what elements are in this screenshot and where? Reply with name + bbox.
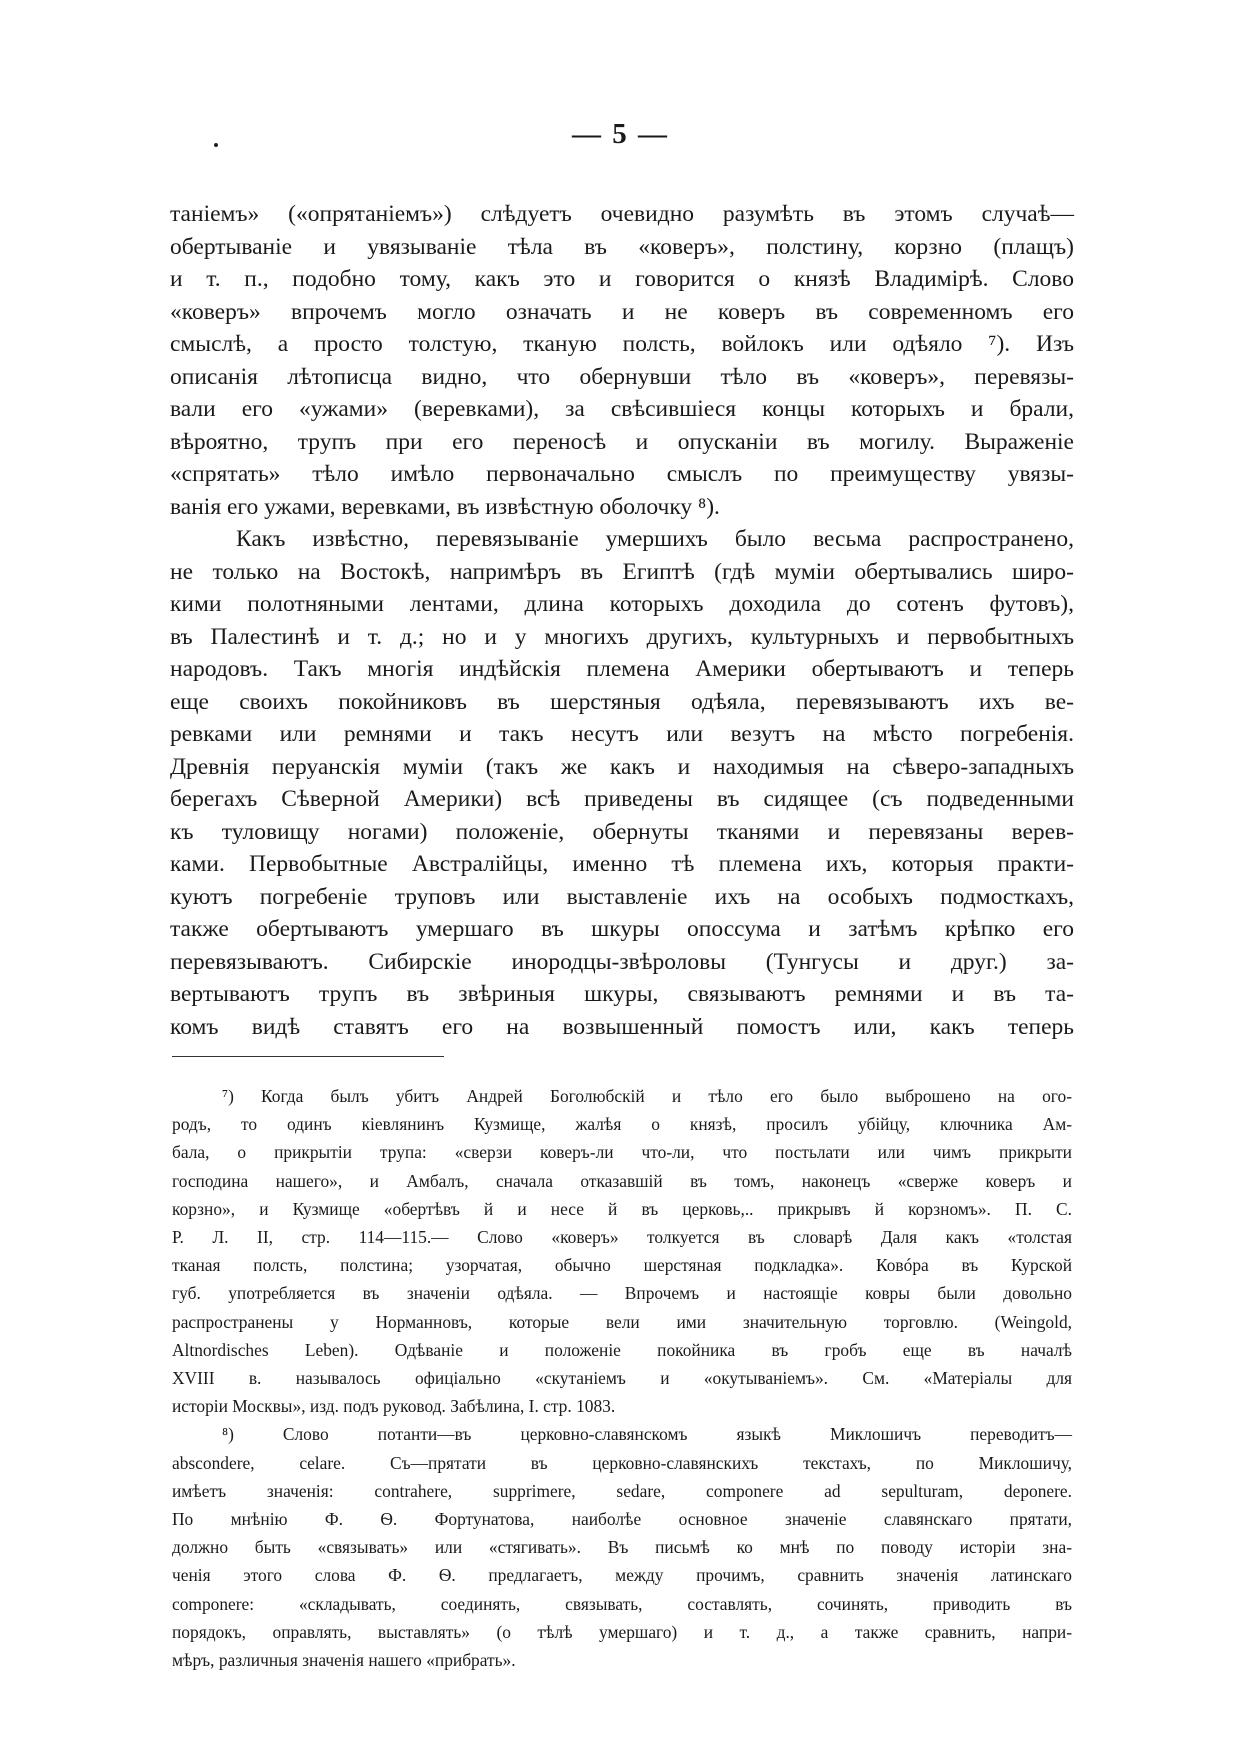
footnote-line: ⁷) Когда былъ убитъ Андрей Боголюбскій и тѣло его было выброшено на ого- — [222, 1086, 1072, 1106]
footnote-line: ⁸) Слово потанти—въ церковно-славянскомъ языкѣ Миклошичъ переводитъ— — [222, 1424, 1072, 1445]
text-line: также обертываютъ умершаго въ шкуры опоссума и затѣмъ крѣпко его — [170, 916, 1074, 942]
paragraph-2 — [170, 523, 1074, 1043]
text-line: народовъ. Такъ многія индѣйскія племена Америки обертываютъ и теперь — [170, 656, 1074, 682]
page-number: — 5 — — [572, 118, 669, 150]
footnote-line: порядокъ, оправлять, выставлять» (о тѣлѣ умершаго) и т. д., а также сравнить, напри- — [172, 1621, 1072, 1642]
text-line: не только на Востокѣ, напримѣръ въ Египтѣ (гдѣ муміи обертывались широ- — [170, 558, 1074, 585]
text-line: Древнія перуанскія муміи (такъ же какъ и находимыя на сѣверо-западныхъ — [170, 753, 1074, 780]
footnote-line: По мнѣнію Ф. Ѳ. Фортунатова, наиболѣе основное значеніе славянскаго прятати, — [172, 1509, 1072, 1530]
text-line: въ Палестинѣ и т. д.; но и у многихъ другихъ, культурныхъ и первобытныхъ — [170, 623, 1074, 650]
text-line: и т. п., подобно тому, какъ это и говорится о князѣ Владимірѣ. Слово — [170, 266, 1074, 292]
footnote-line: корзно», и Кузмище «обертѣвъ й и несе й въ церковь,.. прикрывъ й корзномъ». П. С. — [172, 1198, 1072, 1219]
text-line: комъ видѣ ставятъ его на возвышенный помостъ или, какъ теперь — [170, 1013, 1074, 1040]
text-line: вали его «ужами» (веревками), за свѣсившіеся концы которыхъ и брали, — [170, 396, 1074, 422]
footnote-7 — [172, 1082, 1072, 1420]
footnote-line: губ. употребляется въ значеніи одѣяла. — Впрочемъ и настоящіе ковры были довольно — [172, 1283, 1072, 1304]
text-line: вѣроятно, трупъ при его переносѣ и опусканіи въ могилу. Выраженіе — [170, 428, 1074, 455]
footnote-line: abscondere, celare. Съ—прятати въ церковно-славянскихъ текстахъ, по Миклошичу, — [172, 1452, 1072, 1473]
print-speck — [214, 143, 218, 147]
text-line: обертываніе и увязываніе тѣла въ «коверъ», полстину, корзно (плащъ) — [170, 233, 1074, 260]
footnote-line: мѣръ, различныя значенія нашего «прибрать». — [172, 1650, 516, 1671]
footnote-line: Р. Л. II, стр. 114—115.— Слово «коверъ» толкуется въ словарѣ Даля какъ «толстая — [172, 1227, 1072, 1248]
footnote-line: должно быть «связывать» или «стягивать». Въ письмѣ ко мнѣ по поводу исторіи зна- — [172, 1537, 1072, 1558]
text-line: берегахъ Сѣверной Америки) всѣ приведены въ сидящее (съ подведенными — [170, 786, 1074, 812]
text-line: ками. Первобытные Австралійцы, именно тѣ племена ихъ, которыя практи- — [170, 851, 1074, 877]
footnote-line: ченія этого слова Ф. Ѳ. предлагаетъ, между прочимъ, сравнить значенія латинскаго — [172, 1565, 1072, 1586]
text-line: ванія его ужами, веревками, въ извѣстную оболочку ⁸). — [170, 493, 720, 520]
text-line: еще своихъ покойниковъ въ шерстяныя одѣяла, перевязываютъ ихъ ве- — [170, 688, 1074, 715]
text-line: таніемъ» («опрятаніемъ») слѣдуетъ очевидно разумѣть въ этомъ случаѣ— — [170, 201, 1074, 227]
text-line: къ туловищу ногами) положеніе, обернуты тканями и перевязаны верев- — [170, 818, 1074, 845]
text-line: вертываютъ трупъ въ звѣриныя шкуры, связываютъ ремнями и въ та- — [170, 981, 1074, 1007]
footnote-divider — [172, 1056, 444, 1057]
paragraph-1 — [170, 198, 1074, 523]
text-line: перевязываютъ. Сибирскіе инородцы-звѣроловы (Тунгусы и друг.) за- — [170, 948, 1074, 975]
text-line: смыслѣ, а просто толстую, тканую полсть, войлокъ или одѣяло ⁷). Изъ — [170, 331, 1074, 357]
footnote-line: родъ, то одинъ кіевлянинъ Кузмище, жалѣя о князѣ, просилъ убійцу, ключника Ам- — [172, 1114, 1072, 1135]
text-line: описанія лѣтописца видно, что обернувши тѣло въ «коверъ», перевязы- — [170, 363, 1074, 390]
footnote-line: componere: «складывать, соединять, связывать, составлять, сочинять, приводить въ — [172, 1593, 1072, 1614]
footnote-line: имѣетъ значенія: contrahere, supprimere, sedare, componere ad sepulturam, deponere. — [172, 1480, 1072, 1501]
main-text — [170, 198, 1074, 1043]
text-line: Какъ извѣстно, перевязываніе умершихъ было весьма распространено, — [236, 526, 1074, 552]
text-line: «спрятать» тѣло имѣло первоначально смыслъ по преимуществу увязы- — [170, 461, 1074, 487]
footnote-line: исторіи Москвы», изд. подъ руковод. Забѣлина, I. стр. 1083. — [172, 1396, 616, 1417]
text-line: куютъ погребеніе труповъ или выставленіе ихъ на особыхъ подмосткахъ, — [170, 883, 1074, 910]
text-line: ревками или ремнями и такъ несутъ или везутъ на мѣсто погребенія. — [170, 721, 1074, 747]
footnote-line: XVIII в. называлось офиціально «скутаніемъ и «окутываніемъ». См. «Матеріалы для — [172, 1368, 1072, 1389]
footnote-8 — [172, 1420, 1072, 1674]
footnote-line: Altnordisches Leben). Одѣваніе и положеніе покойника въ гробъ еще въ началѣ — [172, 1339, 1072, 1360]
footnote-line: тканая полсть, полстина; узорчатая, обычно шерстяная подкладка». Ковóра въ Курской — [172, 1255, 1072, 1276]
footnote-line: господина нашего», и Амбалъ, сначала отказавшій въ томъ, наконецъ «сверже коверъ и — [172, 1170, 1072, 1191]
text-line: «коверъ» впрочемъ могло означать и не коверъ въ современномъ его — [170, 298, 1074, 325]
text-line: кими полотняными лентами, длина которыхъ доходила до сотенъ футовъ), — [170, 591, 1074, 617]
footnotes — [172, 1082, 1072, 1674]
footnote-line: бала, о прикрытіи трупа: «сверзи коверъ-ли что-ли, что постьлати или чимъ прикрыти — [172, 1142, 1072, 1163]
footnote-line: распространены у Норманновъ, которые вели ими значительную торговлю. (Weingold, — [172, 1311, 1072, 1332]
